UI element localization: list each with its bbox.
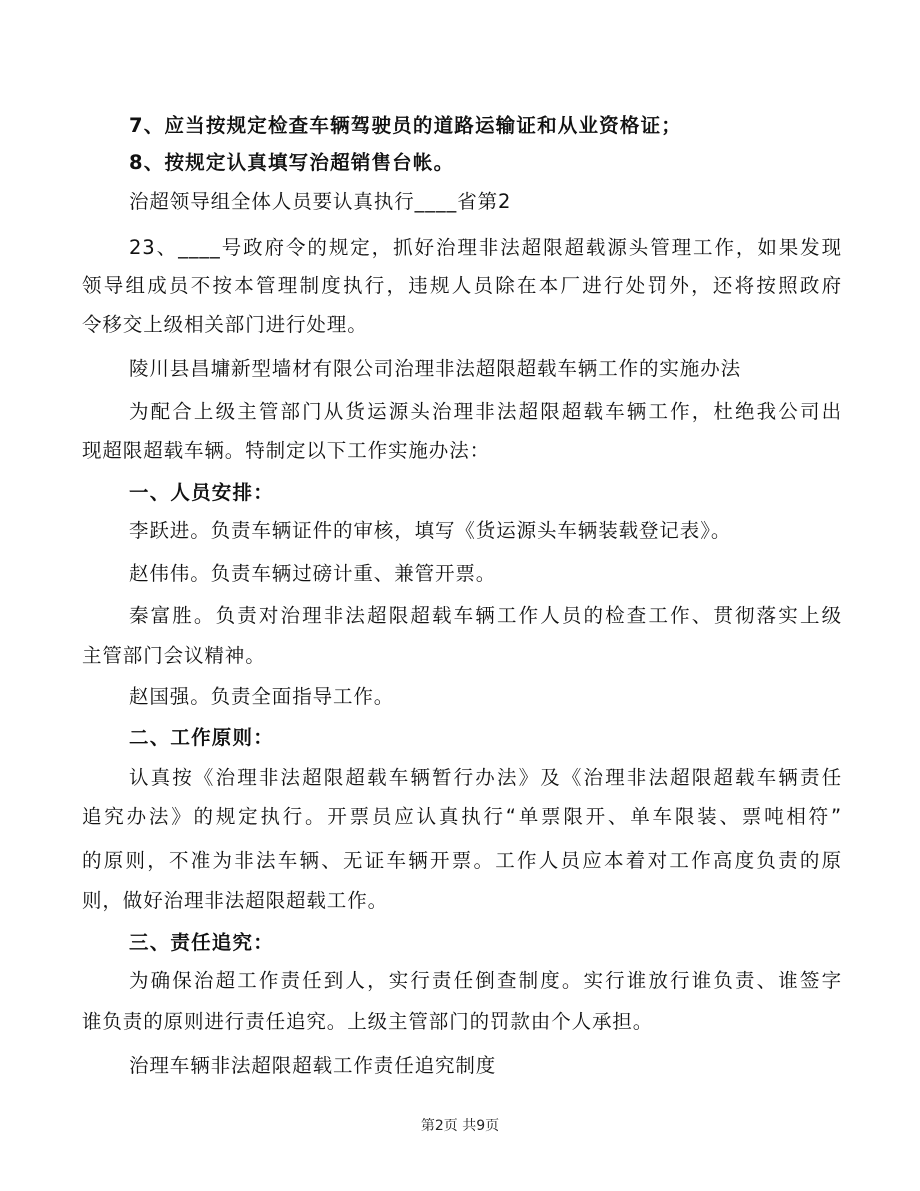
text-line: 主管部门会议精神。 xyxy=(82,644,266,667)
text-line: 23、____号政府令的规定，抓好治理非法超限超载源头管理工作，如果发现 xyxy=(129,236,842,259)
text-line: 领导组成员不按本管理制度执行，违规人员除在本厂进行处罚外，还将按照政府 xyxy=(82,274,842,297)
text-line: 认真按《治理非法超限超载车辆暂行办法》及《治理非法超限超载车辆责任 xyxy=(129,766,842,789)
text-line: 治理车辆非法超限超载工作责任追究制度 xyxy=(129,1054,497,1077)
text-line: 李跃进。负责车辆证件的审核，填写《货运源头车辆装载登记表》。 xyxy=(129,519,732,542)
text-line: 谁负责的原则进行责任追究。上级主管部门的罚款由个人承担。 xyxy=(82,1010,654,1033)
page-number-footer: 第2页 共9页 xyxy=(420,1118,500,1134)
text-line: 赵国强。负责全面指导工作。 xyxy=(129,685,395,708)
text-line: 7、应当按规定检查车辆驾驶员的道路运输证和从业资格证； xyxy=(129,114,682,137)
section-heading: 二、工作原则： xyxy=(129,726,274,749)
text-line: 的原则，不准为非法车辆、无证车辆开票。工作人员应本着对工作高度负责的原 xyxy=(82,849,842,872)
text-line: 令移交上级相关部门进行处理。 xyxy=(82,313,368,336)
text-line: 则，做好治理非法超限超载工作。 xyxy=(82,889,389,912)
text-line: 秦富胜。负责对治理非法超限超载车辆工作人员的检查工作、贯彻落实上级 xyxy=(129,604,842,627)
text-line: 为确保治超工作责任到人，实行责任倒查制度。实行谁放行谁负责、谁签字 xyxy=(129,969,842,992)
text-line: 为配合上级主管部门从货运源头治理非法超限超载车辆工作，杜绝我公司出 xyxy=(129,400,842,423)
text-line: 陵川县昌墉新型墙材有限公司治理非法超限超载车辆工作的实施办法 xyxy=(129,357,742,380)
section-heading: 一、人员安排： xyxy=(129,481,274,504)
text-line: 追究办法》的规定执行。开票员应认真执行“单票限开、单车限装、票吨相符” xyxy=(82,805,842,828)
text-line: 8、按规定认真填写治超销售台帐。 xyxy=(129,151,455,174)
text-line: 治超领导组全体人员要认真执行____省第2 xyxy=(129,190,512,213)
section-heading: 三、责任追究： xyxy=(129,931,274,954)
text-line: 赵伟伟。负责车辆过磅计重、兼管开票。 xyxy=(129,562,497,585)
text-line: 现超限超载车辆。特制定以下工作实施办法： xyxy=(82,439,491,462)
